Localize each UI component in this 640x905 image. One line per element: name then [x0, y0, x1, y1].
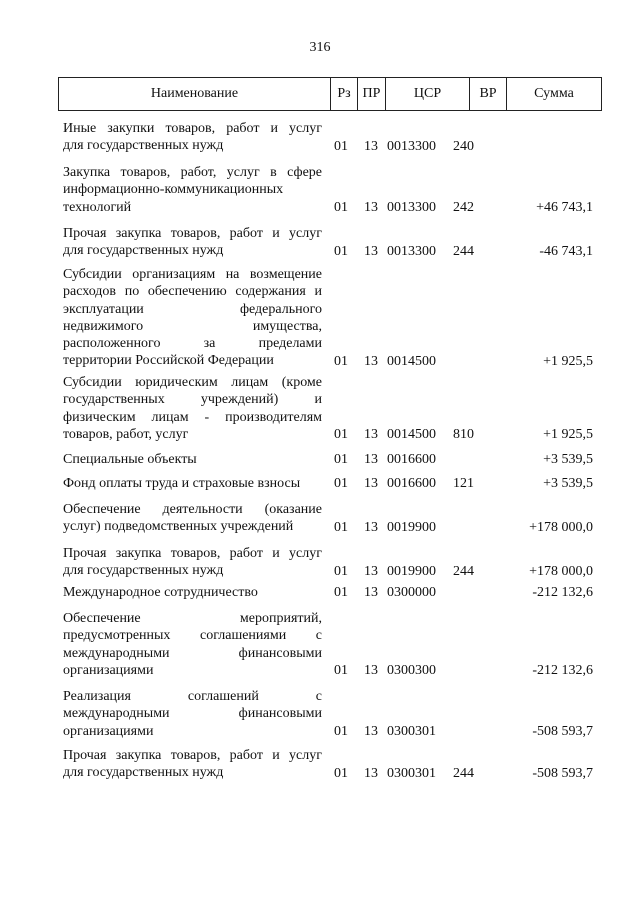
row-rz: 01 — [334, 354, 348, 369]
row-csr: 0016600 — [387, 452, 436, 467]
row-name — [63, 266, 322, 370]
header-pr: ПР — [358, 78, 386, 110]
row-name-line: услуг) подведомственных учреждений — [63, 519, 294, 535]
row-sum: +178 000,0 — [529, 520, 593, 535]
row-sum: +3 539,5 — [543, 452, 593, 467]
table-row — [0, 451, 640, 468]
row-csr: 0300000 — [387, 585, 436, 600]
table-row — [0, 584, 640, 601]
row-pr: 13 — [364, 724, 378, 739]
row-name-line: эксплуатации федерального — [63, 301, 322, 317]
header-sum: Сумма — [534, 86, 574, 101]
row-name — [63, 120, 322, 155]
row-pr: 13 — [364, 139, 378, 154]
row-name-line: Обеспечение деятельности (оказание — [63, 502, 322, 517]
row-name-line: расходов по обеспечению содержания и — [63, 284, 322, 300]
row-sum: +3 539,5 — [543, 476, 593, 491]
row-name-line: расположенного за пределами — [63, 336, 322, 352]
row-name-line: Международное сотрудничество — [63, 585, 258, 600]
row-name — [63, 610, 322, 679]
row-sum: +46 743,1 — [536, 200, 593, 215]
row-name — [63, 501, 322, 536]
row-name — [63, 545, 322, 580]
row-rz: 01 — [334, 585, 348, 600]
row-rz: 01 — [334, 663, 348, 678]
header-vr: ВР — [470, 78, 507, 110]
row-rz: 01 — [334, 766, 348, 781]
row-sum: -212 132,6 — [532, 585, 593, 600]
row-name-line: технологий — [63, 199, 132, 215]
row-sum: +1 925,5 — [543, 427, 593, 442]
row-sum: -508 593,7 — [532, 724, 593, 739]
row-rz: 01 — [334, 200, 348, 215]
row-name — [63, 584, 322, 601]
table-header — [58, 77, 602, 111]
row-pr: 13 — [364, 354, 378, 369]
table-row — [0, 475, 640, 492]
row-pr: 13 — [364, 520, 378, 535]
row-name-line: государственных учреждений) и — [63, 392, 322, 408]
row-name-line: международными финансовыми — [63, 706, 322, 722]
row-name-line: для государственных нужд — [63, 243, 224, 259]
table-row — [0, 164, 640, 216]
row-name-line: Субсидии организациям на возмещение — [63, 267, 322, 282]
row-name — [63, 164, 322, 216]
row-pr: 13 — [364, 766, 378, 781]
row-csr: 0019900 — [387, 520, 436, 535]
row-sum: -46 743,1 — [539, 244, 593, 259]
row-pr: 13 — [364, 564, 378, 579]
table-row — [0, 374, 640, 443]
row-csr: 0300300 — [387, 663, 436, 678]
row-name-line: предусмотренных соглашениями с — [63, 628, 322, 644]
row-rz: 01 — [334, 452, 348, 467]
row-pr: 13 — [364, 476, 378, 491]
table-row — [0, 501, 640, 536]
row-vr: 242 — [453, 200, 474, 215]
row-name-line: Субсидии юридическим лицам (кроме — [63, 375, 322, 390]
row-name-line: Закупка товаров, работ, услуг в сфере — [63, 165, 322, 180]
row-name-line: для государственных нужд — [63, 563, 224, 579]
row-name-line: для государственных нужд — [63, 765, 224, 781]
page-number: 316 — [309, 40, 331, 55]
row-rz: 01 — [334, 564, 348, 579]
row-name-line: информационно-коммуникационных — [63, 182, 284, 198]
row-name-line: Прочая закупка товаров, работ и услуг — [63, 546, 322, 561]
table-row — [0, 688, 640, 740]
row-sum: +1 925,5 — [543, 354, 593, 369]
table-row — [0, 545, 640, 580]
row-name-line: Специальные объекты — [63, 452, 197, 467]
table-row — [0, 225, 640, 260]
header-rz: Рз — [331, 78, 358, 110]
row-rz: 01 — [334, 520, 348, 535]
row-name-line: Иные закупки товаров, работ и услуг — [63, 121, 322, 136]
row-rz: 01 — [334, 244, 348, 259]
row-csr: 0016600 — [387, 476, 436, 491]
row-name-line: товаров, работ, услуг — [63, 426, 189, 442]
row-vr: 810 — [453, 427, 474, 442]
row-name-line: Фонд оплаты труда и страховые взносы — [63, 476, 301, 491]
row-vr: 244 — [453, 564, 474, 579]
row-name-line: физическим лицам - производителям — [63, 409, 322, 425]
row-vr: 244 — [453, 244, 474, 259]
row-rz: 01 — [334, 139, 348, 154]
row-csr: 0013300 — [387, 200, 436, 215]
row-vr: 240 — [453, 139, 474, 154]
row-name — [63, 475, 322, 492]
row-sum: -212 132,6 — [532, 663, 593, 678]
row-name — [63, 688, 322, 740]
table-row — [0, 610, 640, 679]
row-rz: 01 — [334, 724, 348, 739]
row-csr: 0019900 — [387, 564, 436, 579]
row-name-line: организациями — [63, 662, 154, 678]
row-pr: 13 — [364, 585, 378, 600]
row-name-line: территории Российской Федерации — [63, 353, 274, 369]
row-name-line: Прочая закупка товаров, работ и услуг — [63, 226, 322, 241]
row-name-line: международными финансовыми — [63, 645, 322, 661]
row-rz: 01 — [334, 427, 348, 442]
row-pr: 13 — [364, 200, 378, 215]
row-name — [63, 374, 322, 443]
row-sum: +178 000,0 — [529, 564, 593, 579]
row-name-line: недвижимого имущества, — [63, 318, 322, 334]
row-vr: 121 — [453, 476, 474, 491]
header-name: Наименование — [59, 78, 331, 110]
row-csr: 0013300 — [387, 244, 436, 259]
row-pr: 13 — [364, 244, 378, 259]
header-csr: ЦСР — [386, 78, 470, 110]
row-sum: -508 593,7 — [532, 766, 593, 781]
row-vr: 244 — [453, 766, 474, 781]
row-name-line: для государственных нужд — [63, 138, 224, 154]
table-row — [0, 747, 640, 782]
row-name-line: Обеспечение мероприятий, — [63, 611, 322, 626]
row-csr: 0300301 — [387, 724, 436, 739]
row-pr: 13 — [364, 427, 378, 442]
row-pr: 13 — [364, 452, 378, 467]
row-csr: 0014500 — [387, 427, 436, 442]
row-name-line: Прочая закупка товаров, работ и услуг — [63, 748, 322, 763]
row-name — [63, 747, 322, 782]
table-row — [0, 120, 640, 155]
row-csr: 0014500 — [387, 354, 436, 369]
row-name-line: Реализация соглашений с — [63, 689, 322, 704]
row-rz: 01 — [334, 476, 348, 491]
row-name — [63, 451, 322, 468]
row-pr: 13 — [364, 663, 378, 678]
table-row — [0, 266, 640, 370]
row-name — [63, 225, 322, 260]
row-csr: 0013300 — [387, 139, 436, 154]
row-csr: 0300301 — [387, 766, 436, 781]
row-name-line: организациями — [63, 723, 154, 739]
